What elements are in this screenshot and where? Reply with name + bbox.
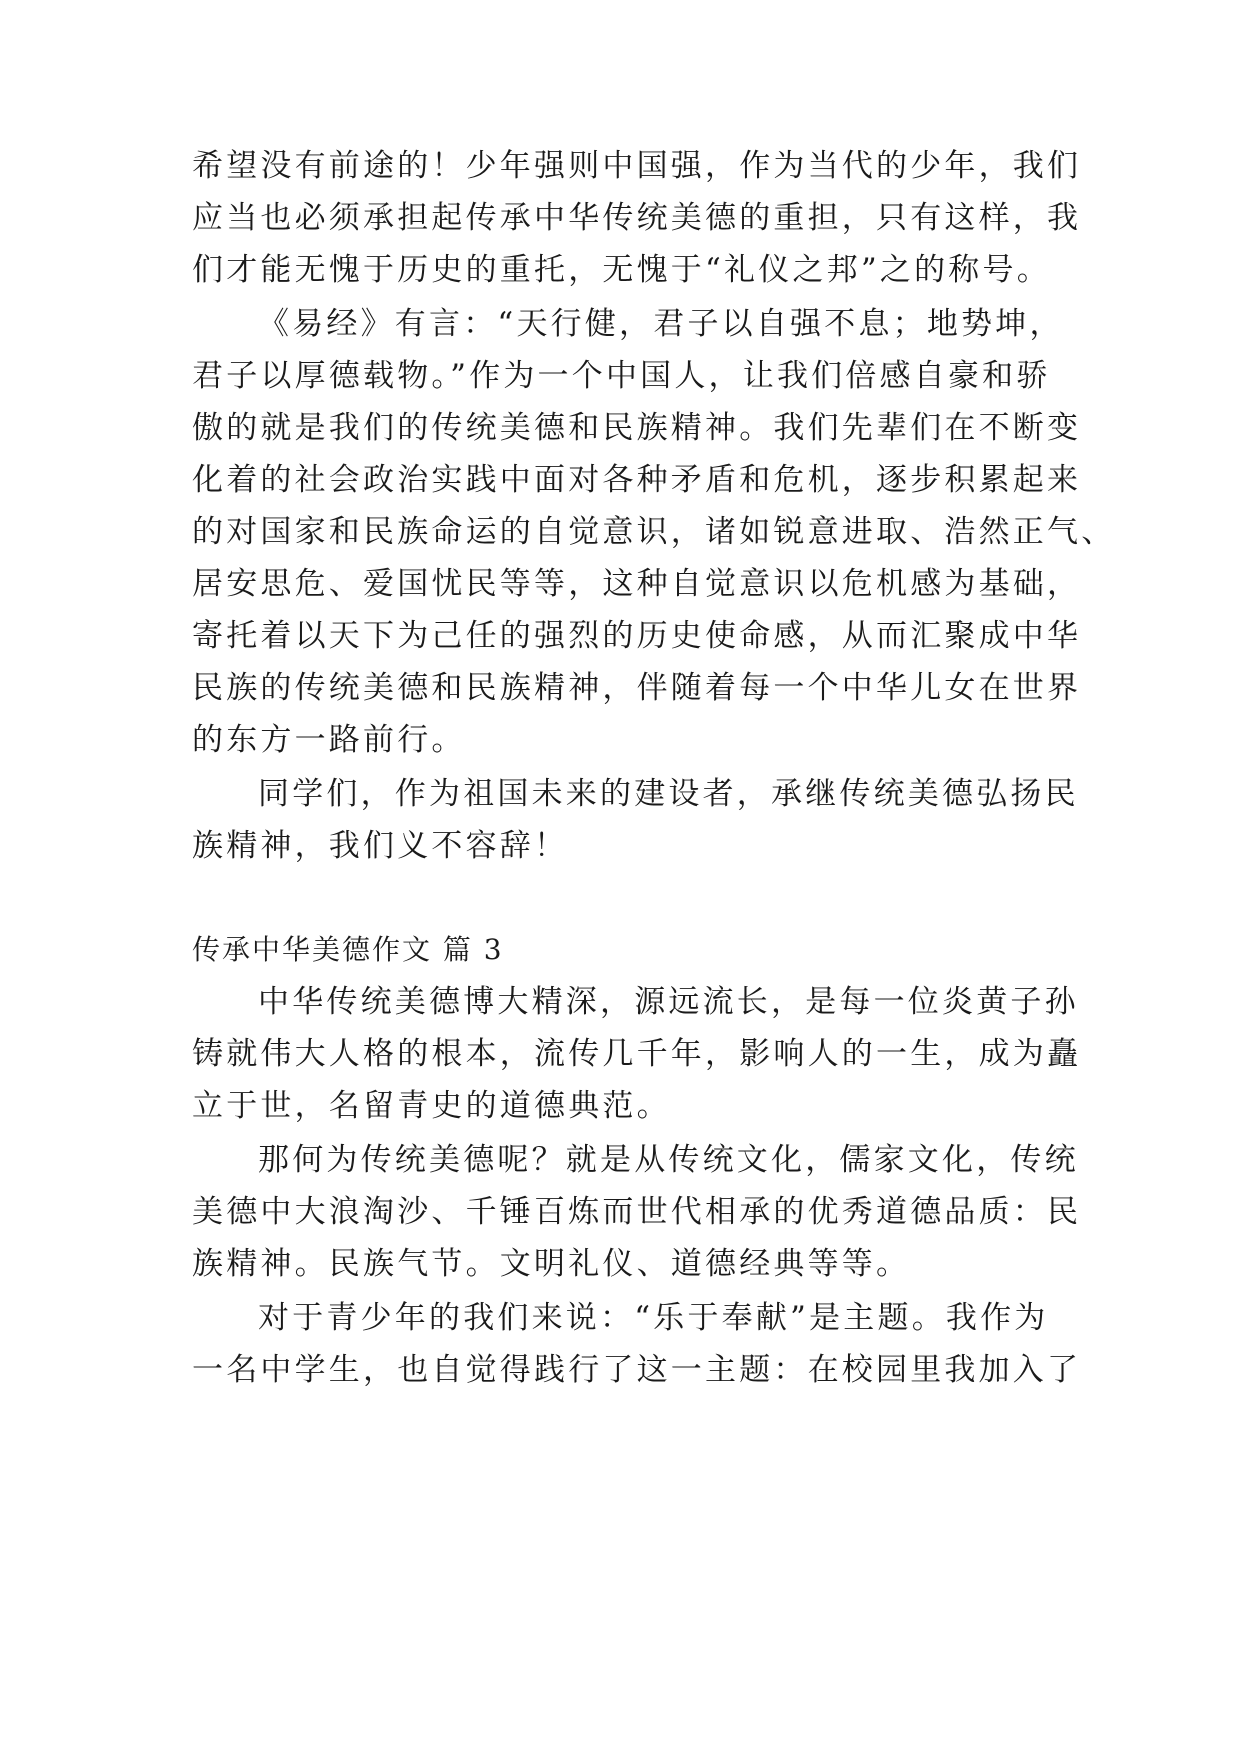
- text-line: 族精神，我们义不容辞！: [192, 828, 569, 864]
- text-line: 那何为传统美德呢？就是从传统文化，儒家文化，传统: [258, 1142, 1079, 1178]
- section-heading: 传承中华美德作文 篇 3: [192, 933, 504, 966]
- text-line: 们才能无愧于历史的重托，无愧于“礼仪之邦”之的称号。: [192, 252, 1051, 288]
- text-line: 美德中大浪淘沙、千锤百炼而世代相承的优秀道德品质：民: [192, 1194, 1082, 1230]
- text-line: 中华传统美德博大精深，源远流长，是每一位炎黄子孙: [258, 984, 1079, 1020]
- text-line: 的对国家和民族命运的自觉意识，诸如锐意进取、浩然正气、: [192, 514, 1116, 550]
- text-line: 一名中学生，也自觉得践行了这一主题：在校园里我加入了: [192, 1352, 1082, 1388]
- text-line: 希望没有前途的！少年强则中国强，作为当代的少年，我们: [192, 148, 1082, 184]
- text-line: 寄托着以天下为己任的强烈的历史使命感，从而汇聚成中华: [192, 618, 1082, 654]
- text-line: 君子以厚德载物。”作为一个中国人，让我们倍感自豪和骄: [192, 358, 1051, 394]
- text-line: 民族的传统美德和民族精神，伴随着每一个中华儿女在世界: [192, 670, 1082, 706]
- text-line: 应当也必须承担起传承中华传统美德的重担，只有这样，我: [192, 200, 1082, 236]
- text-line: 的东方一路前行。: [192, 722, 466, 758]
- text-line: 居安思危、爱国忧民等等，这种自觉意识以危机感为基础，: [192, 566, 1082, 602]
- text-line: 傲的就是我们的传统美德和民族精神。我们先辈们在不断变: [192, 410, 1082, 446]
- text-line: 族精神。民族气节。文明礼仪、道德经典等等。: [192, 1246, 911, 1282]
- text-line: 《易经》有言：“天行健，君子以自强不息；地势坤，: [258, 306, 1064, 342]
- text-line: 对于青少年的我们来说：“乐于奉献”是主题。我作为: [258, 1300, 1049, 1336]
- text-line: 同学们，作为祖国未来的建设者，承继传统美德弘扬民: [258, 776, 1079, 812]
- text-line: 立于世，名留青史的道德典范。: [192, 1088, 671, 1124]
- text-line: 铸就伟大人格的根本，流传几千年，影响人的一生，成为矗: [192, 1036, 1082, 1072]
- text-line: 化着的社会政治实践中面对各种矛盾和危机，逐步积累起来: [192, 462, 1082, 498]
